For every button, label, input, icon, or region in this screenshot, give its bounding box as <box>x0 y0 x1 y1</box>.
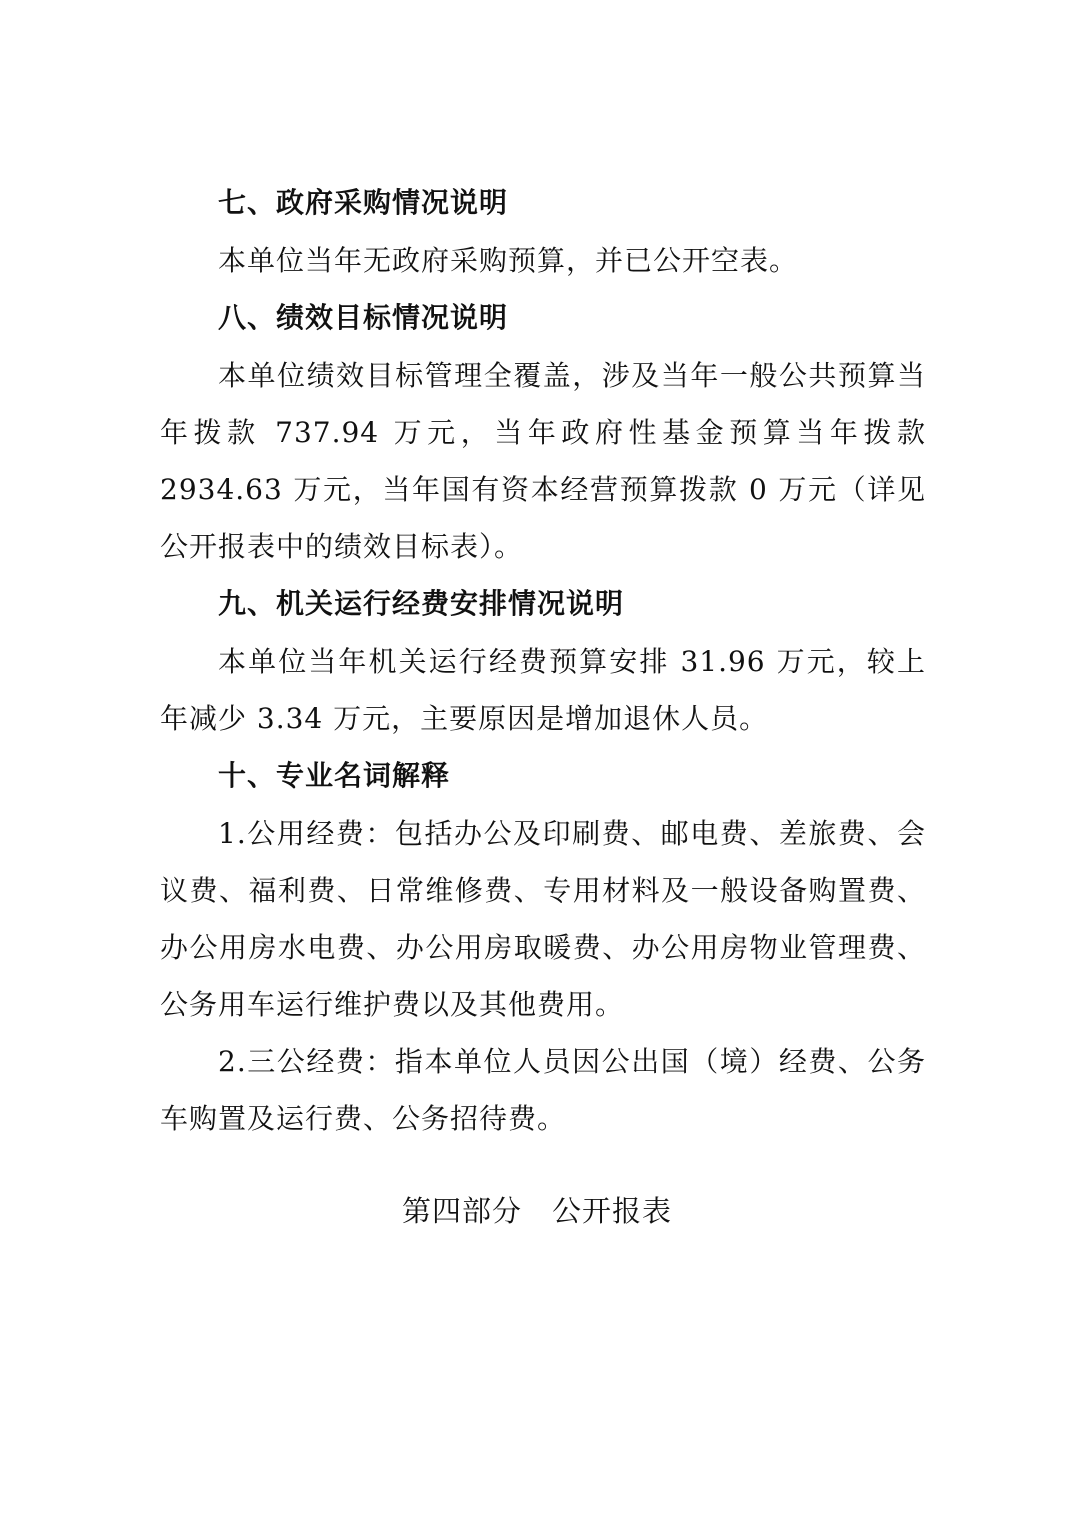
section-paragraph-performance: 本单位绩效目标管理全覆盖，涉及当年一般公共预算当年拨款 737.94 万元，当年政府性基金预算当年拨款 2934.63 万元，当年国有资本经营预算拨款 0 万元（详见公开报表中的绩效目标表）。 <box>160 359 926 563</box>
section-heading-operating-funds: 九、机关运行经费安排情况说明 <box>218 587 625 620</box>
glossary-item-public-funds: 1.公用经费：包括办公及印刷费、邮电费、差旅费、会议费、福利费、日常维修费、专用材料及一般设备购置费、办公用房水电费、办公用房取暖费、办公用房物业管理费、公务用车运行维护费以及其他费用。 <box>160 817 926 1021</box>
section-heading-performance: 八、绩效目标情况说明 <box>218 301 509 334</box>
section-heading-glossary: 十、专业名词解释 <box>218 759 451 792</box>
section-paragraph-operating-funds: 本单位当年机关运行经费预算安排 31.96 万元，较上年减少 3.34 万元，主要原因是增加退休人员。 <box>160 645 926 735</box>
document-body <box>160 174 926 1147</box>
section-heading-procurement: 七、政府采购情况说明 <box>218 186 509 219</box>
section-paragraph-procurement: 本单位当年无政府采购预算，并已公开空表。 <box>218 244 799 277</box>
glossary-item-three-public-funds: 2.三公经费：指本单位人员因公出国（境）经费、公务车购置及运行费、公务招待费。 <box>160 1045 926 1135</box>
part-title: 第四部分 公开报表 <box>401 1194 672 1228</box>
